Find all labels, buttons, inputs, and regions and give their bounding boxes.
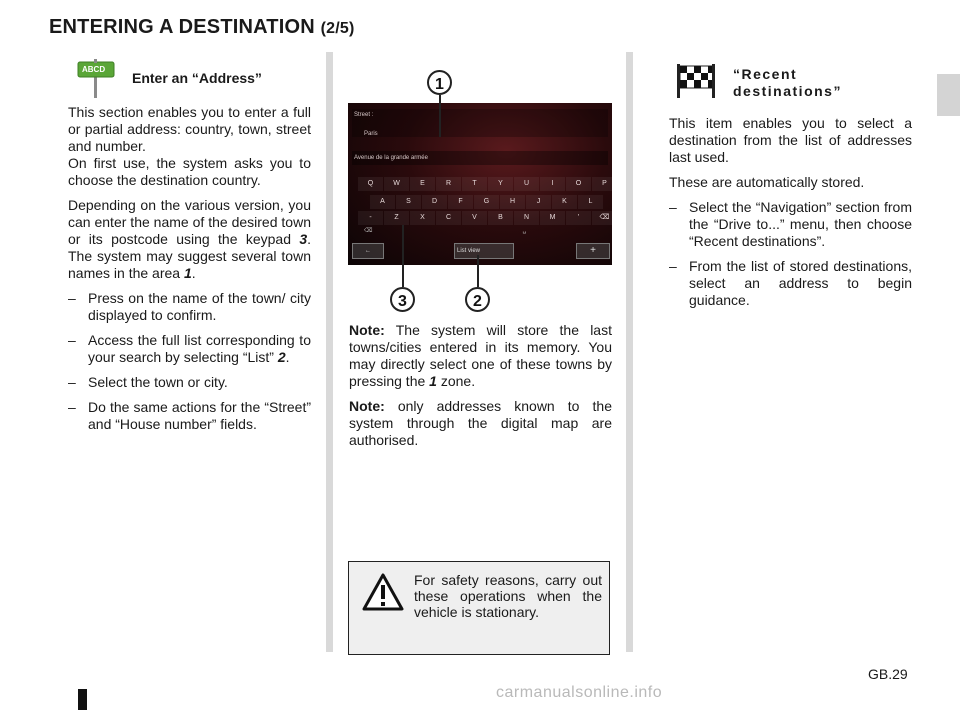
screen-bottom-bar <box>350 243 610 261</box>
keyboard-key[interactable]: V <box>462 211 487 225</box>
left-bullets <box>68 290 311 433</box>
keyboard-row-3 <box>358 211 612 225</box>
keyboard-row-4: ⌫ ␣ <box>364 228 527 234</box>
list-item: – Press on the name of the town/ city displayed to confirm. <box>68 290 311 324</box>
checkered-flag-icon <box>675 62 717 100</box>
keyboard-key[interactable]: F <box>448 195 473 209</box>
left-para-3: Depending on the various version, you can enter the name of the desired town or its postcode using the keypad 3. The system may suggest several town names in the area 1. <box>68 197 311 281</box>
street-label: Street : <box>354 112 374 118</box>
keyboard-row-1 <box>358 177 612 191</box>
column-divider-left <box>326 52 333 652</box>
note-2: Note: only addresses known to the system through the digital map are authorised. <box>349 398 612 448</box>
keyboard-key[interactable]: T <box>462 177 487 191</box>
address-heading: Enter an “Address” <box>132 70 262 86</box>
keyboard-key[interactable]: W <box>384 177 409 191</box>
avenue-field: Avenue de la grande armée <box>352 151 608 165</box>
middle-notes <box>349 322 612 457</box>
note-1: Note: The system will store the last towns/cities entered in its memory. You may directly select one of these towns by pressing the 1 zone. <box>349 322 612 389</box>
left-para-2: On first use, the system asks you to choose the destination country. <box>68 155 311 188</box>
callout-2-leader <box>477 255 479 287</box>
callout-3: 3 <box>390 287 415 312</box>
address-sign-icon <box>74 58 118 98</box>
safety-warning-text: For safety reasons, carry out these operations when the vehicle is stationary. <box>414 572 602 620</box>
page-number: GB.29 <box>868 666 908 682</box>
keyboard-key[interactable]: H <box>500 195 525 209</box>
keyboard-key[interactable]: L <box>578 195 603 209</box>
keyboard-key[interactable]: Y <box>488 177 513 191</box>
list-item: – Do the same actions for the “Street” and “House number” fields. <box>68 399 311 433</box>
keyboard-key[interactable]: O <box>566 177 591 191</box>
recent-destinations-heading: “Recent destinations” <box>733 66 842 99</box>
keyboard-key[interactable]: N <box>514 211 539 225</box>
callout-2: 2 <box>465 287 490 312</box>
list-item: – Access the full list corresponding to your search by selecting “List” 2. <box>68 332 311 366</box>
callout-1-leader <box>439 95 441 137</box>
keyboard-key[interactable]: M <box>540 211 565 225</box>
keyboard-key[interactable]: P <box>592 177 612 191</box>
safety-warning-box <box>348 561 610 655</box>
keyboard-key[interactable]: I <box>540 177 565 191</box>
keyboard-key[interactable]: G <box>474 195 499 209</box>
keyboard-key[interactable]: J <box>526 195 551 209</box>
address-field <box>352 109 608 137</box>
list-item: – Select the “Navigation” section from the “Drive to...” menu, then choose “Recent destinations”. <box>669 199 912 250</box>
back-button[interactable]: ← <box>352 243 384 259</box>
left-para-1: This section enables you to enter a full or partial address: country, town, street and number. <box>68 104 311 154</box>
page-part: (2/5) <box>320 20 355 37</box>
keyboard-key[interactable]: X <box>410 211 435 225</box>
keyboard-key[interactable]: Z <box>384 211 409 225</box>
keyboard-key[interactable]: A <box>370 195 395 209</box>
keyboard-key[interactable]: ' <box>566 211 591 225</box>
section-tab <box>937 74 960 116</box>
column-divider-right <box>626 52 633 652</box>
keyboard-key[interactable]: S <box>396 195 421 209</box>
edge-marker <box>78 689 87 710</box>
callout-1: 1 <box>427 70 452 95</box>
address-sign-label: ABCD <box>82 65 106 74</box>
right-column <box>669 115 912 317</box>
navigation-screen <box>348 103 612 265</box>
list-item: – Select the town or city. <box>68 374 311 391</box>
callout-3-leader <box>402 225 404 287</box>
keyboard-key[interactable]: - <box>358 211 383 225</box>
add-button[interactable]: + <box>576 243 610 259</box>
watermark: carmanualsonline.info <box>496 684 663 701</box>
keyboard-key[interactable]: C <box>436 211 461 225</box>
town-suggestion: Paris <box>364 131 378 137</box>
page-title: ENTERING A DESTINATION (2/5) <box>49 16 355 38</box>
keyboard-key[interactable]: U <box>514 177 539 191</box>
keyboard-row-2 <box>370 195 604 209</box>
keyboard-key[interactable]: D <box>422 195 447 209</box>
list-item: – From the list of stored destinations, select an address to begin guidance. <box>669 258 912 309</box>
warning-icon <box>361 572 405 612</box>
keyboard-key[interactable]: ⌫ <box>592 211 612 225</box>
keyboard-key[interactable]: E <box>410 177 435 191</box>
list-view-button[interactable]: List view <box>454 243 514 259</box>
keyboard-key[interactable]: Q <box>358 177 383 191</box>
keyboard-key[interactable]: R <box>436 177 461 191</box>
right-para-1: This item enables you to select a destination from the list of addresses last used. <box>669 115 912 165</box>
left-column <box>68 104 311 441</box>
keyboard-key[interactable]: B <box>488 211 513 225</box>
right-para-2: These are automatically stored. <box>669 174 865 190</box>
keyboard-key[interactable]: K <box>552 195 577 209</box>
right-bullets <box>669 199 912 309</box>
